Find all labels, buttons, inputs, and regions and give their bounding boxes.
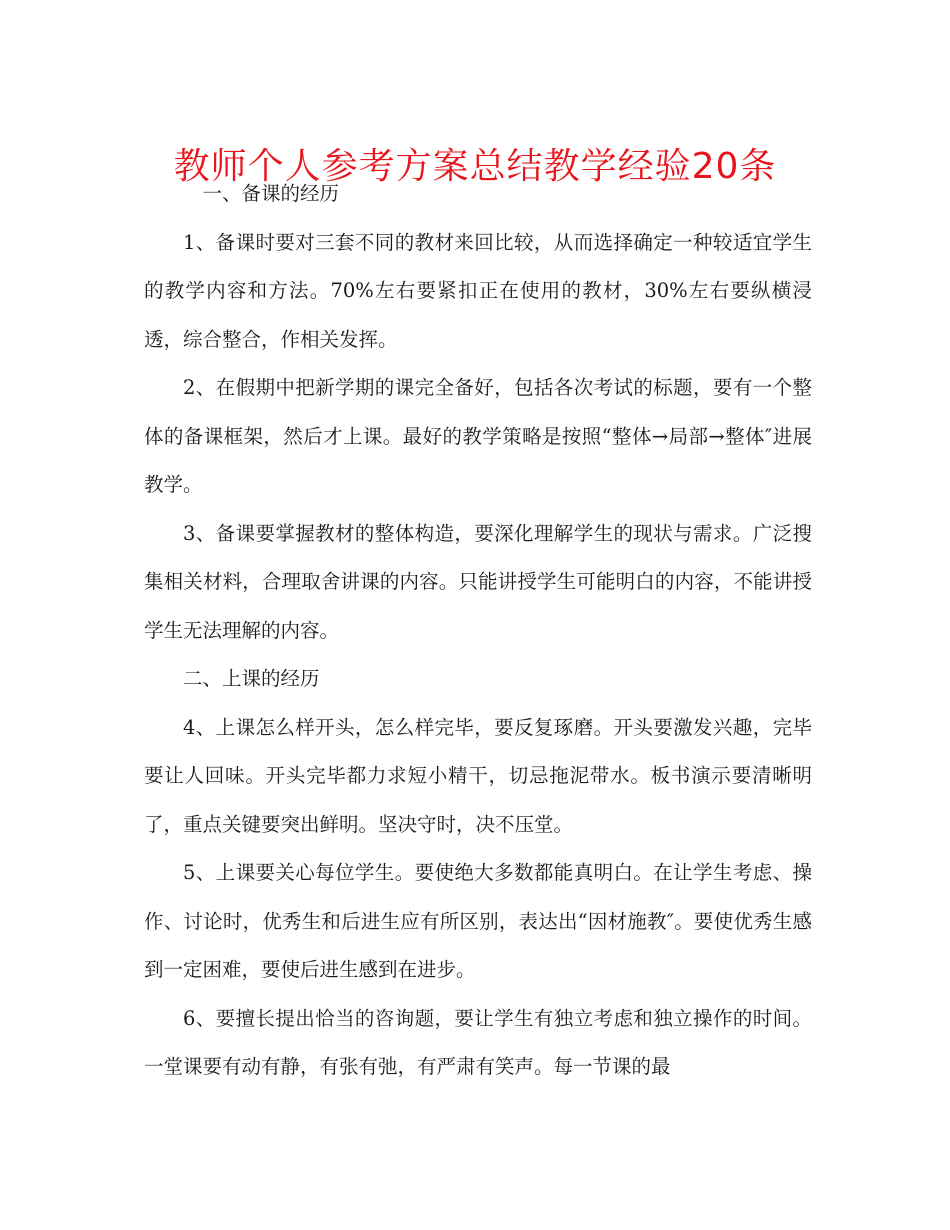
paragraph-item-6: 6、要擅长提出恰当的咨询题，要让学生有独立考虑和独立操作的时间。一堂课要有动有静，有张有弛，有严肃有笑声。每一节课的最 — [144, 1006, 812, 1078]
paragraph-item-1: 1、备课时要对三套不同的教材来回比较，从而选择确定一种较适宜学生的教学内容和方法。70%左右要紧扣正在使用的教材，30%左右要纵横浸透，综合整合，作相关发挥。 — [144, 230, 812, 351]
paragraph-item-3: 3、备课要掌握教材的整体构造，要深化理解学生的现状与需求。广泛搜集相关材料，合理取舍讲课的内容。只能讲授学生可能明白的内容，不能讲授学生无法理解的内容。 — [144, 521, 812, 642]
document-body — [144, 170, 812, 1092]
paragraph-item-5: 5、上课要关心每位学生。要使绝大多数都能真明白。在让学生考虑、操作、讨论时，优秀生和后进生应有所区别，表达出“因材施教″。要使优秀生感到一定困难，要使后进生感到在进步。 — [144, 861, 812, 981]
document-title: 教师个人参考方案总结教学经验20条 — [173, 146, 777, 188]
section-heading-lesson-prep: 一、备课的经历 — [202, 182, 340, 205]
paragraph-item-2: 2、在假期中把新学期的课完全备好，包括各次考试的标题，要有一个整体的备课框架，然后才上课。最好的教学策略是按照“整体→局部→整体″进展教学。 — [144, 376, 812, 496]
paragraph-item-4: 4、上课怎么样开头，怎么样完毕，要反复琢磨。开头要激发兴趣，完毕要让人回味。开头完毕都力求短小精干，切忌拖泥带水。板书演示要清晰明了，重点关键要突出鲜明。坚决守时，决不压堂。 — [144, 715, 812, 836]
section-heading-teaching: 二、上课的经历 — [183, 667, 320, 690]
